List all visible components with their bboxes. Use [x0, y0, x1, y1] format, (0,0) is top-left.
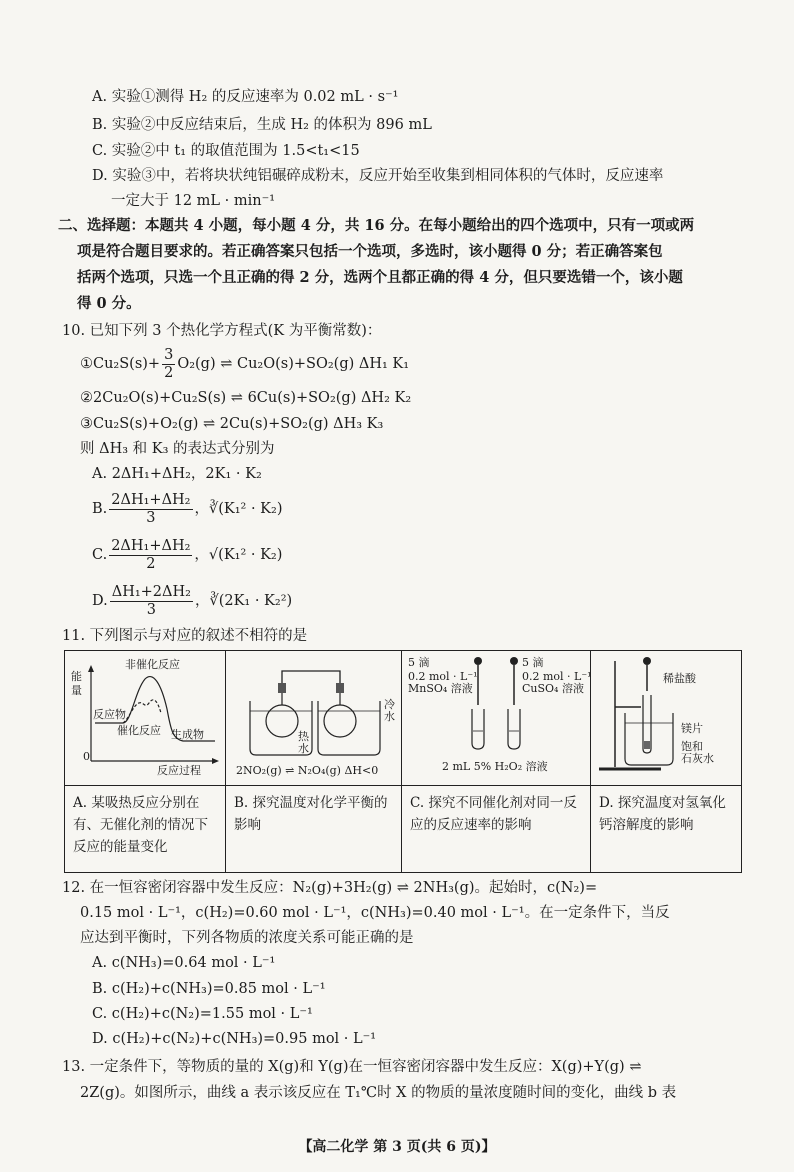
- q10-option-b-label: B.: [92, 501, 108, 517]
- energy-axis-label-1: 能: [71, 670, 82, 683]
- catalytic-label: 催化反应: [117, 724, 161, 737]
- q10-option-d-fraction: [110, 584, 193, 619]
- q10-option-b-denominator: 3: [146, 509, 156, 526]
- limewater-label-1: 饱和: [681, 740, 703, 753]
- q12-option-b: B. c(H₂)+c(NH₃)=0.85 mol · L⁻¹: [92, 981, 326, 997]
- reactant-label: 反应物: [93, 708, 126, 721]
- noncatalytic-label: 非催化反应: [125, 658, 180, 671]
- q10-eq1-denominator: 2: [164, 364, 174, 381]
- q10-eq1-part-b: O₂(g) ⇌ Cu₂O(s)+SO₂(g) ΔH₁ K₁: [177, 356, 410, 372]
- q10-option-d-label: D.: [92, 593, 108, 609]
- q12-option-c: C. c(H₂)+c(N₂)=1.55 mol · L⁻¹: [92, 1006, 313, 1022]
- q9-option-d-line2: 一定大于 12 mL · min⁻¹: [111, 193, 276, 209]
- reaction-progress-label: 反应过程: [157, 764, 201, 777]
- hot-water-label-1: 热: [298, 730, 309, 743]
- cold-water-label-1: 冷: [384, 698, 395, 711]
- hydrochloric-acid-label: 稀盐酸: [663, 672, 696, 685]
- section-heading-line3: 括两个选项，只选一个且正确的得 2 分，选两个且都正确的得 4 分，但只要选错一个，该小题: [77, 269, 683, 286]
- energy-diagram: [65, 651, 225, 785]
- q12-stem-line2: 0.15 mol · L⁻¹，c(H₂)=0.60 mol · L⁻¹，c(NH₃)=0.40 mol · L⁻¹。在一定条件下，当反: [80, 905, 670, 921]
- origin-label: 0: [83, 750, 90, 763]
- q11-stem: 11. 下列图示与对应的叙述不相符的是: [62, 628, 308, 644]
- h2o2-solution-label: 2 mL 5% H₂O₂ 溶液: [442, 760, 548, 773]
- section-heading-line1: 二、选择题：本题共 4 小题，每小题 4 分，共 16 分。在每小题给出的四个选项中，只有一项或两: [58, 217, 695, 234]
- q10-option-b-fraction: [109, 492, 192, 527]
- hot-water-label-2: 水: [298, 742, 309, 755]
- q10-option-c-tail: ，√(K₁² · K₂): [194, 547, 283, 563]
- q10-equation-2: ②2Cu₂O(s)+Cu₂S(s) ⇌ 6Cu(s)+SO₂(g) ΔH₂ K₂: [80, 390, 412, 406]
- q10-option-b-tail: ，∛(K₁² · K₂): [194, 501, 283, 517]
- q10-question: 则 ΔH₃ 和 K₃ 的表达式分别为: [80, 441, 275, 457]
- q10-option-d: [92, 582, 292, 620]
- q10-option-c: [92, 536, 282, 574]
- energy-axis-label-2: 量: [71, 684, 82, 697]
- q13-stem-line1: 13. 一定条件下，等物质的量的 X(g)和 Y(g)在一恒容密闭容器中发生反应：X(g)+Y(g) ⇌: [62, 1059, 642, 1075]
- q11-caption-c: C. 探究不同催化剂对同一反应的反应速率的影响: [402, 786, 591, 873]
- q10-equation-3: ③Cu₂S(s)+O₂(g) ⇌ 2Cu(s)+SO₂(g) ΔH₃ K₃: [80, 416, 384, 432]
- q11-figure-b: [226, 651, 402, 786]
- q10-option-b: [92, 490, 282, 528]
- no2-equilibrium-equation: 2NO₂(g) ⇌ N₂O₄(g) ΔH<0: [236, 764, 379, 777]
- q10-option-c-numerator: 2ΔH₁+ΔH₂: [111, 537, 191, 554]
- q10-eq1-fraction: [162, 347, 175, 382]
- left-drops-label: 5 滴: [408, 656, 430, 669]
- q11-caption-b: B. 探究温度对化学平衡的影响: [226, 786, 402, 873]
- right-drops-label: 5 滴: [522, 656, 544, 669]
- q12-stem-line3: 应达到平衡时，下列各物质的浓度关系可能正确的是: [80, 930, 414, 946]
- cold-water-label-2: 水: [384, 710, 395, 723]
- page-footer: 【高二化学 第 3 页(共 6 页)】: [298, 1139, 496, 1155]
- q10-option-d-numerator: ΔH₁+2ΔH₂: [111, 583, 191, 600]
- q12-stem-line1: 12. 在一恒容密闭容器中发生反应：N₂(g)+3H₂(g) ⇌ 2NH₃(g)。起始时，c(N₂)=: [62, 880, 598, 896]
- q11-table: [64, 650, 742, 873]
- q10-option-c-label: C.: [92, 547, 108, 563]
- q10-eq1-numerator: 3: [164, 346, 174, 363]
- q10-option-b-numerator: 2ΔH₁+ΔH₂: [111, 491, 191, 508]
- q9-option-a: A. 实验①测得 H₂ 的反应速率为 0.02 mL · s⁻¹: [92, 89, 399, 105]
- right-concentration-label: 0.2 mol · L⁻¹: [522, 670, 592, 683]
- right-solution-label: CuSO₄ 溶液: [522, 682, 584, 695]
- q9-option-d-line1: D. 实验③中，若将块状纯铝碾碎成粉末，反应开始至收集到相同体积的气体时，反应速率: [92, 168, 664, 184]
- q10-option-c-denominator: 2: [146, 555, 156, 572]
- q10-equation-1: [80, 345, 409, 383]
- magnesium-strip-label: 镁片: [681, 722, 703, 735]
- q11-figure-a: [65, 651, 226, 786]
- left-concentration-label: 0.2 mol · L⁻¹: [408, 670, 478, 683]
- q11-caption-d: D. 探究温度对氢氧化钙溶解度的影响: [591, 786, 742, 873]
- section-heading-line4: 得 0 分。: [77, 295, 141, 312]
- q11-figure-d: [591, 651, 742, 786]
- q10-stem: 10. 已知下列 3 个热化学方程式(K 为平衡常数)：: [62, 323, 382, 339]
- section-heading-line2: 项是符合题目要求的。若正确答案只包括一个选项，多选时，该小题得 0 分；若正确答案包: [77, 243, 663, 260]
- product-label: 生成物: [171, 728, 204, 741]
- q10-option-d-tail: ，∛(2K₁ · K₂²): [194, 593, 293, 609]
- q10-option-a: A. 2ΔH₁+ΔH₂，2K₁ · K₂: [92, 466, 262, 482]
- q12-option-a: A. c(NH₃)=0.64 mol · L⁻¹: [92, 955, 276, 971]
- q13-stem-line2: 2Z(g)。如图所示，曲线 a 表示该反应在 T₁℃时 X 的物质的量浓度随时间的变化，曲线 b 表: [80, 1085, 677, 1101]
- q11-figure-c: [402, 651, 591, 786]
- left-solution-label: MnSO₄ 溶液: [408, 682, 473, 695]
- q12-option-d: D. c(H₂)+c(N₂)+c(NH₃)=0.95 mol · L⁻¹: [92, 1031, 377, 1047]
- q10-eq1-part-a: ①Cu₂S(s)+: [80, 356, 161, 372]
- q11-caption-a: A. 某吸热反应分别在有、无催化剂的情况下反应的能量变化: [65, 786, 226, 873]
- q10-option-c-fraction: [109, 538, 192, 573]
- limewater-label-2: 石灰水: [681, 752, 714, 765]
- q9-option-b: B. 实验②中反应结束后，生成 H₂ 的体积为 896 mL: [92, 117, 432, 133]
- q9-option-c: C. 实验②中 t₁ 的取值范围为 1.5<t₁<15: [92, 143, 360, 159]
- q10-option-d-denominator: 3: [146, 601, 156, 618]
